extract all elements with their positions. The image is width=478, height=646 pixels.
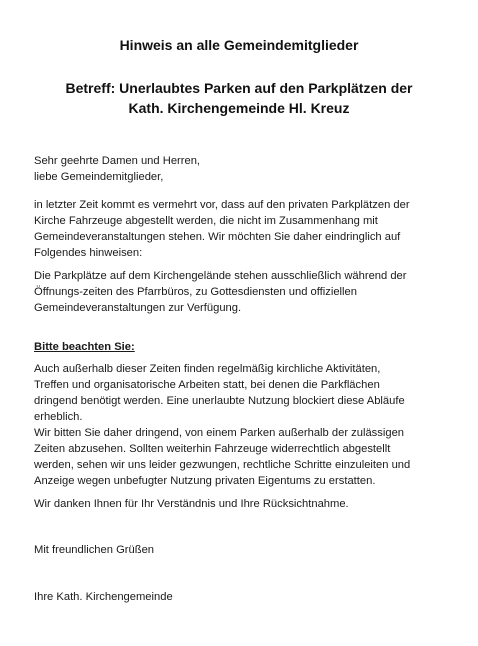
paragraph-line: Öffnungs-zeiten des Pfarrbüros, zu Gottesdiensten und offiziellen <box>34 286 357 298</box>
paragraph-line: erheblich. <box>34 411 83 423</box>
paragraph-line: werden, sehen wir uns leider gezwungen, rechtliche Schritte einzuleiten und <box>34 459 411 471</box>
paragraph-line: Auch außerhalb dieser Zeiten finden regelmäßig kirchliche Aktivitäten, <box>34 363 381 375</box>
paragraph-line: Folgendes hinweisen: <box>34 247 143 259</box>
subject-line-1: Betreff: Unerlaubtes Parken auf den Parkplätzen der <box>65 80 413 96</box>
paragraph-line: in letzter Zeit kommt es vermehrt vor, dass auf den privaten Parkplätzen der <box>34 199 410 211</box>
subject-heading <box>0 78 478 118</box>
signature-text: Ihre Kath. Kirchengemeinde <box>34 591 173 603</box>
paragraph-line: Gemeindeveranstaltungen zur Verfügung. <box>34 302 242 314</box>
paragraph-intro <box>34 197 458 261</box>
paragraph-parking-times <box>34 268 458 316</box>
document-title: Hinweis an alle Gemeindemitglieder <box>119 37 359 53</box>
thanks-line <box>34 496 458 512</box>
salutation-line-1: Sehr geehrte Damen und Herren, <box>34 155 201 167</box>
paragraph-line: Anzeige wegen unbefugter Nutzung privaten Eigentums zu erstatten. <box>34 475 376 487</box>
paragraph-line: Die Parkplätze auf dem Kirchengelände stehen ausschließlich während der <box>34 270 407 282</box>
closing-line <box>34 542 458 558</box>
salutation <box>34 153 458 185</box>
paragraph-notice <box>34 361 458 489</box>
paragraph-line: Treffen und organisatorische Arbeiten statt, bei denen die Parkflächen <box>34 379 380 391</box>
subject-line-2: Kath. Kirchengemeinde Hl. Kreuz <box>128 100 350 116</box>
paragraph-line: dringend benötigt werden. Eine unerlaubte Nutzung blockiert diese Abläufe <box>34 395 405 407</box>
closing-text: Mit freundlichen Grüßen <box>34 544 155 556</box>
notice-heading-text: Bitte beachten Sie: <box>34 341 135 353</box>
thanks-text: Wir danken Ihnen für Ihr Verständnis und Ihre Rücksichtnahme. <box>34 498 349 510</box>
salutation-line-2: liebe Gemeindemitglieder, <box>34 171 164 183</box>
paragraph-line: Zeiten abzusehen. Sollten weiterhin Fahrzeuge widerrechtlich abgestellt <box>34 443 391 455</box>
paragraph-line: Wir bitten Sie daher dringend, von einem Parken außerhalb der zulässigen <box>34 427 405 439</box>
paragraph-line: Gemeindeveranstaltungen stehen. Wir möchten Sie daher eindringlich auf <box>34 231 401 243</box>
paragraph-line: Kirche Fahrzeuge abgestellt werden, die nicht im Zusammenhang mit <box>34 215 378 227</box>
signature-line <box>34 589 458 605</box>
notice-heading <box>34 339 458 355</box>
